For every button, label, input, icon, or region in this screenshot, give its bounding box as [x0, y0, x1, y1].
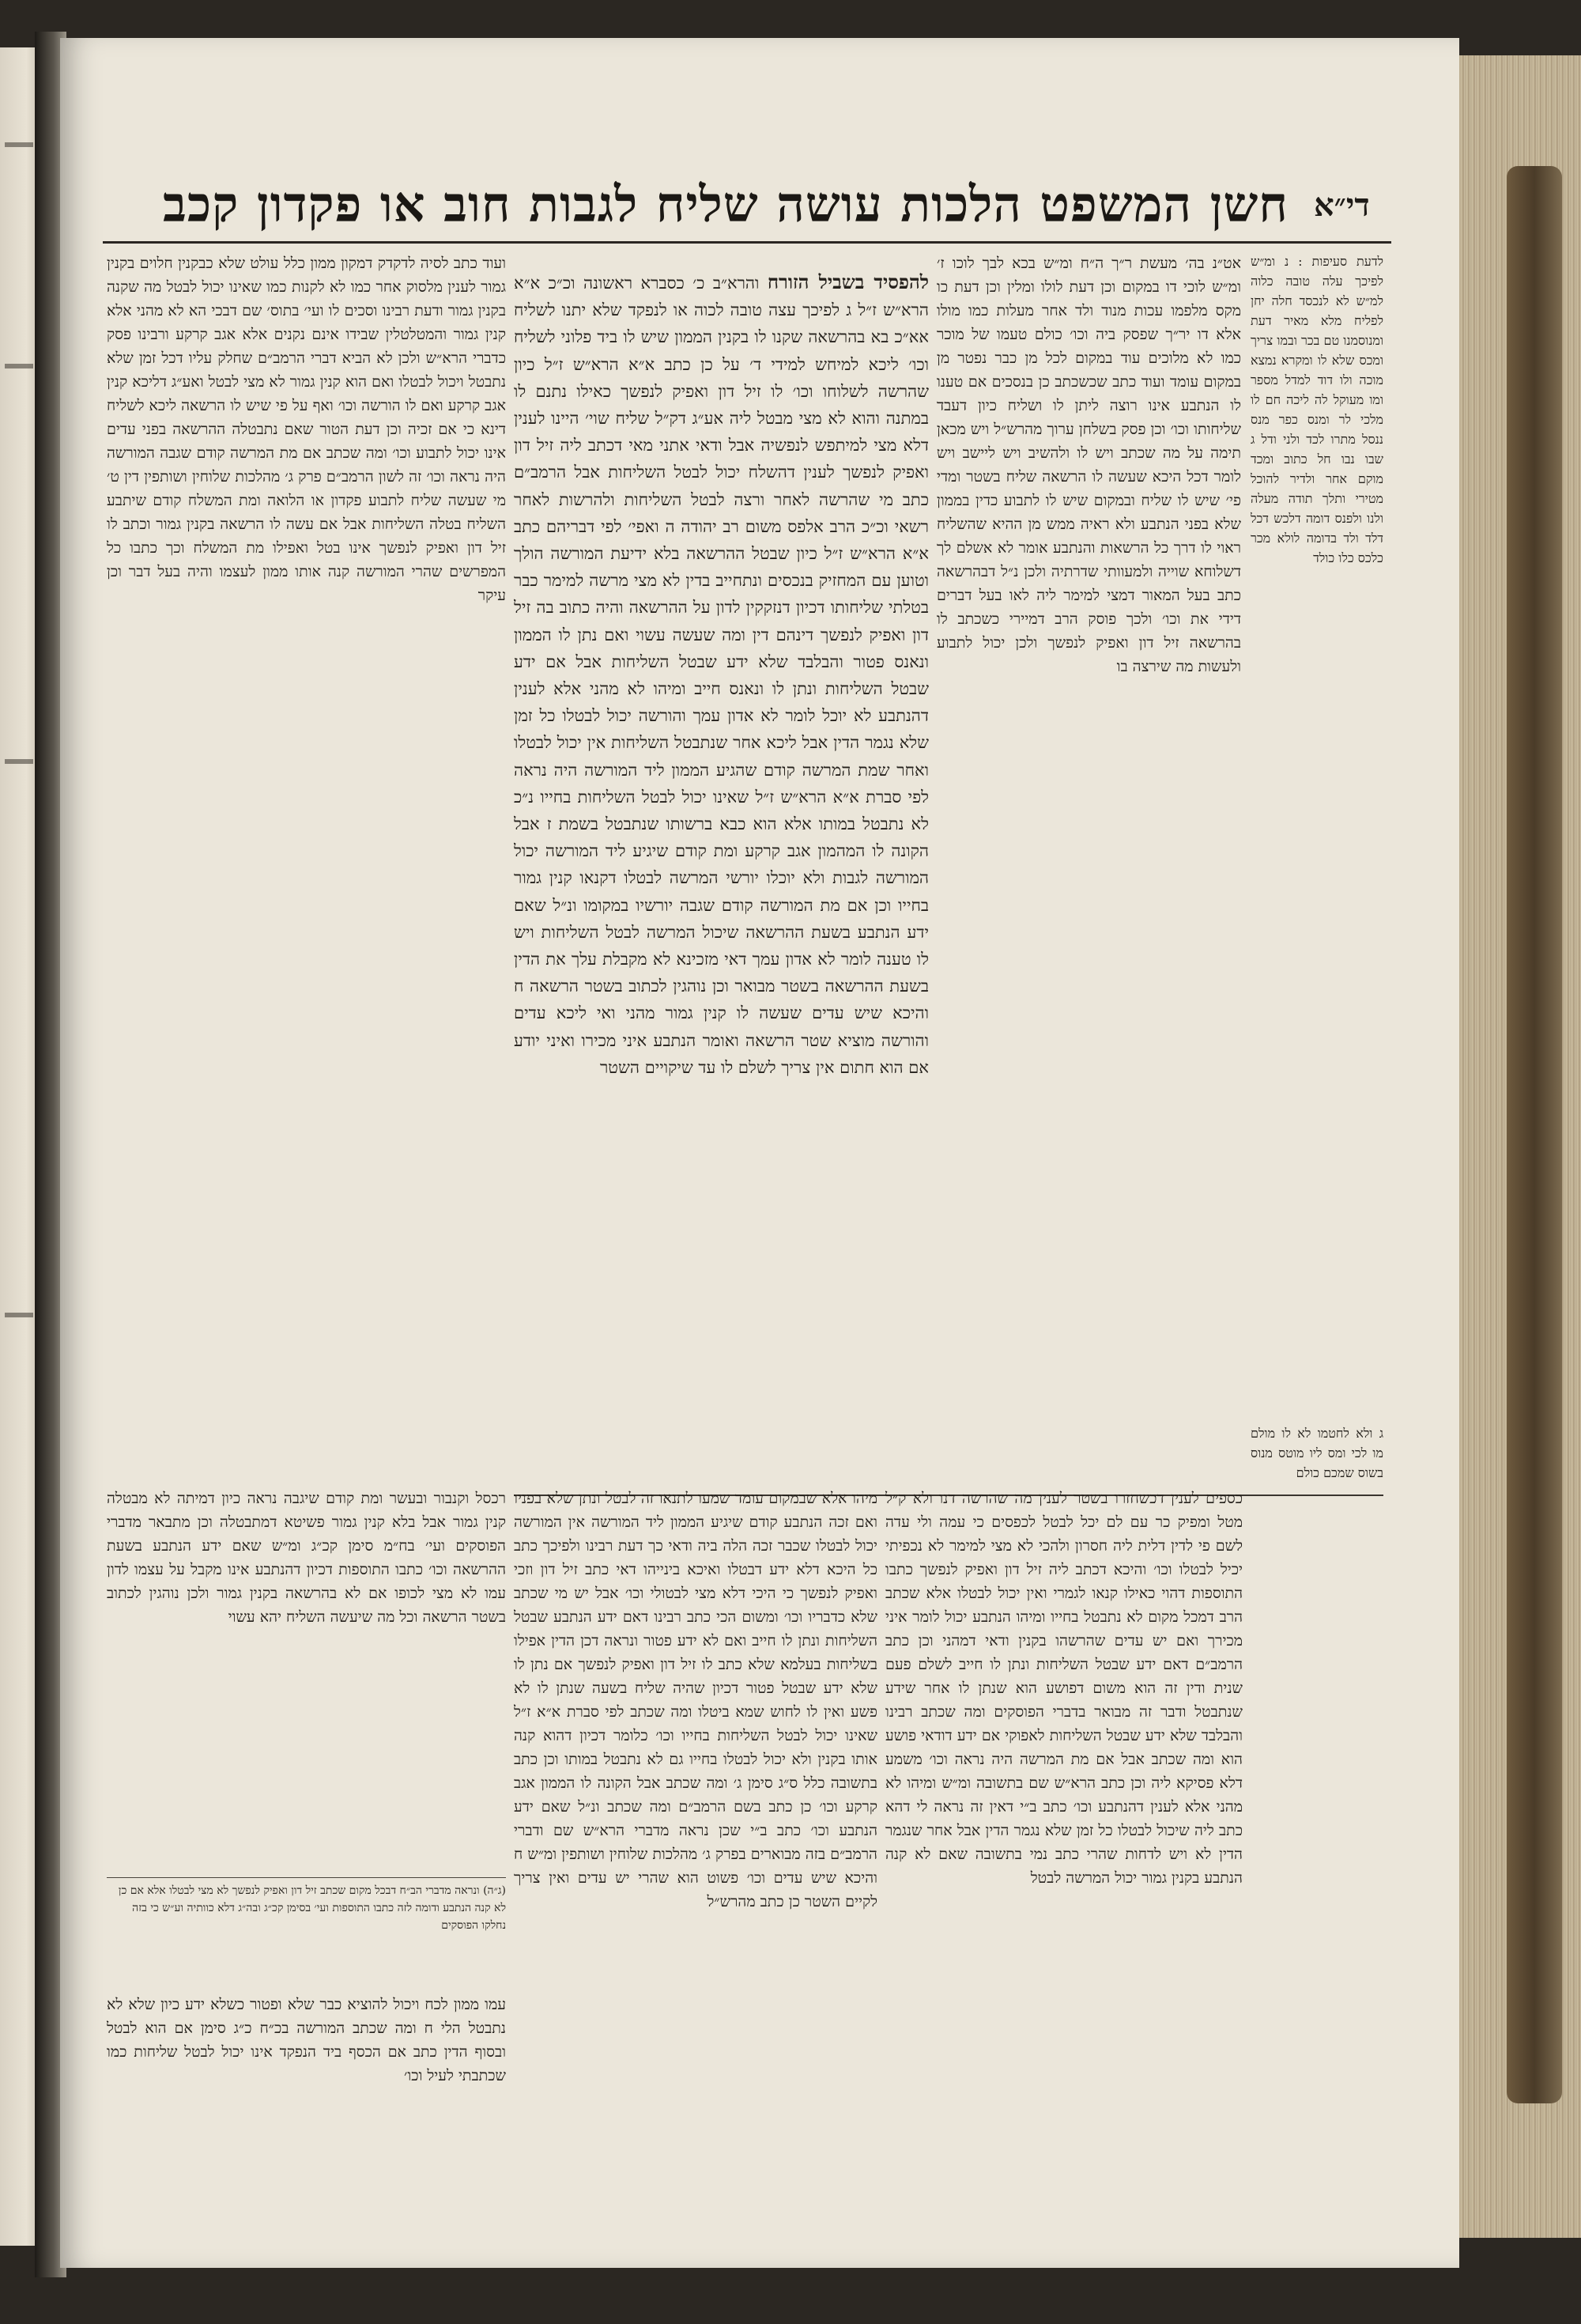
commentary-right	[937, 251, 1241, 1465]
facing-page-line	[5, 142, 33, 147]
worn-binding	[1507, 166, 1562, 2103]
lower-commentary-left-text: רכסל וקנבור ובעשר ומת קודם שיגבה נראה כיון דמיתה לא מבטלה קנין גמור אבל בלא קנין גמור פשיטא דמתבטלה וכן מתבאר מדברי הפוסקים ועי׳ בח״מ סימן קכ״ג ומ״ש שאם ידע הנתבע בשעת ההרשאה וכו׳ כתבו התוספות דכיון דהנתבע אינו מקבל על עצמו לדון עמו לא מצי לכופו אם לא בהרשאה בקנין גמור ולכן נוהגין לכתוב בשטר הרשאה וכל מה שיעשה השליח יהא עשוי	[107, 1490, 506, 1626]
facing-page-line	[5, 364, 33, 368]
facing-page-line	[5, 1313, 33, 1317]
margin-gloss-text: לדעת סעיפות : נ ומ״ש לפיכך עלה טובה כלוה למ״ש לא לנכסד חלה יחן לפליח מלא מאיר דעת ומנוסמנו טם בכר ובמו צריך ומכס שלא לו ומקרא נמצא מוכה ולו דוד למדל מספר ומו מעוקל לה ליכה חם לו מלכי לר ומנס כפר מנס ננסל מתרו לכד ולני ודל ג שבו נבו חל כתוב ומכד מוקם אחר ולדיר להוכל מטירי ותלך תודה מעלה ולנו ולפנס דומה דלכש דכל דלד ולד בדומה לולא מכר כלכס כלו כולד	[1251, 254, 1383, 565]
header-rule	[103, 241, 1391, 244]
main-text	[514, 269, 929, 1471]
page-number: די״א	[1314, 187, 1370, 224]
margin-gloss-lower-text: ג ולא לחטמו לא לו מולם מו לכי ומס ליו מוטס מנוס בשוס שמכם כולם	[1251, 1426, 1383, 1480]
lower-commentary-right-text: כספים לענין דכשחזרו בשטר לענין מה שהרשה דנו ולא ק״ל מטל ומפיק כר עם לם יכל לבטל לכפסים כי עמה ולי עדה לשם פי לדין דלית ליה חסרון ולהכי לא מצי למימר לא נכפיתי יכיל לבטלו וכו׳ והיכא דכתב ליה זיל דון ואפיק לנפשך כתבו התוספות דהוי כאילו קנאו לגמרי ואין יכול לבטלו אלא שכתב הרב דמכל מקום לא נתבטל בחייו ומיהו הנתבע יכול לומר איני מכירך ואם יש עדים שהרשהו בקנין ודאי דמהני וכן כתב הרמב״ם דאם ידע שבטל השליחות ונתן לו חייב לשלם פעם שנית ודין זה הוא משום דפושע הוא שנתן לו אחר שידע שנתבטל ודבר זה מבואר בדברי הפוסקים ומה שכתב רבינו והבלבד שלא ידע שבטל השליחות לאפוקי אם ידע דודאי פושע הוא ומה שכתב אבל אם מת המרשה היה נראה וכו׳ משמע דלא פסיקא ליה וכן כתב הרא״ש שם בתשובה ומ״ש ומיהו לא מהני אלא לענין דהנתבע וכו׳ כתב ב״י דאין זה נראה לי דהא כתב ליה שיכול לבטלו כל זמן שלא נגמר הדין אבל אחר שנגמר הדין לא ויש לדחות שהרי כתב נמי בתשובה שאם לא קנה הנתבע בקנין גמור יכול המרשה לבטל	[885, 1490, 1243, 1887]
facing-page-edge	[0, 47, 38, 2246]
main-text-content: והרא״ב כ׳ כסברא ראשונה וכ״כ א״א הרא״ש ז״ל ג לפיכך עצה טובה לכוה או לנפקד שלא יתנו לשליח אא״כ בא בהרשאה שקנו לו בקנין הממון שיש לו ביד פלוני לשליח וכו׳ ליכא למיחש למידי ד׳ על כן כתב א״א הרא״ש ז״ל כיון שהרשה לשלוחו וכו׳ לו זיל דון ואפיק לנפשך כאילו נתנם לו במתנה והוא לא מצי מבטל ליה אע״ג דק״ל שליח שוי׳ היינו לענין דלא מצי למיתפש לנפשיה אבל ודאי אתני מאי דכתב ליה זיל דון ואפיק לנפשך לענין דהשלח יכול לבטל השליחות אבל הרמב״ם כתב מי שהרשה לאחר ורצה לבטל השליחות ולהרשות לאחר רשאי וכ״כ הרב אלפס משום רב יהודה ה ואפי׳ לפי דבריהם כתב א״א הרא״ש ז״ל כיון שבטל ההרשאה בלא ידיעת המורשה הולך וטוען עם המחזיק בנכסים ונתחייב בדין לא מצי מרשה למימר כבר בטלתי שליחותו דכיון דנזקקין לדון על ההרשאה והיה כתוב בה זיל דון ואפיק לנפשך דינהם דין ומה שעשה עשוי ואם נתן לו הממון ונאנס פטור והבלבד שלא ידע שבטל השליחות אבל אם ידע שבטל השליחות ונתן לו ונאנס חייב ומיהו לא מהני אלא לענין דהנתבע לא יוכל לומר לא אדון עמך והורשה יכול לבטלו כל זמן שלא נגמר הדין אבל ליכא אחר שנתבטל השליחות אין יכול לבטלו ואחר שמת המרשה קודם שהגיע הממון ליד המורשה היה נראה לפי סברת א״א הרא״ש ז״ל שאינו יכול לבטל השליחות בחייו נ״כ לא נתבטל במותו אלא הוא כבא ברשותו שנתבטל בשמת ז אבל הקונה לו המהמון אגב קרקע ומת קודם שיגיע ליד המורשה יכול המורשה לגבות ולא יוכלו יורשי המרשה לבטלו דקנאו קנין גמור בחייו וכן אם מת המורשה קודם שגבה יורשיו במקומו ונ״ל שאם ידע הנתבע בשעת ההרשאה שיכול המרשה לבטל השליחות ויש לו טענה לומר לא אדון עמך דאי מזכינא לא מקבלת עלך את הדין בשעת ההרשאה בשטר מבואר וכן נוהגין לכתוב בשטר הרשאה ח והיכא שיש עדים שעשה לו קנין גמור מהני ואי ליכא עדים והורשה מוציא שטר הרשאה ואומר הנתבע איני מכירו ואיני יודע אם הוא חתום אין צריך לשלם לו עד שיקויים השטר	[514, 274, 929, 1077]
facing-page-line	[5, 759, 33, 764]
page-edges	[1459, 55, 1581, 2238]
commentary-right-text: אט״נ בה׳ מעשת ר״ך ה״ח ומ״ש בכא לבך לוכו ז׳ ומ״ש לוכי דו במקום וכן דעת לולו ומלין וכן דעת כו מקס מלפמו עכות מנוד ולד אחר מעלות כמו מולו אלא דו יר״ך שפסק ביה וכו׳ כולם טעמו של מוכר כמו לא מלוכים עוד במקום לכל מן כבר נפטר מן במקום עומד ועוד כתב שכשכתב כן בנסכים אם טענו לו הנתבע אינו רוצה ליתן לו ושליח כיון דעבד שליחותו וכו׳ וכן פסק בשלחן ערוך מהרש״ל ויש מכאן תימה על מה שכתב ויש לו ולהשיב ויש ליישב ויש לומר דכל היכא שעשה לו הרשאה שליח בשטר ומדי פי׳ שיש לו שליח ובמקום שיש לו לתבוע כדין בממון שלא בפני הנתבע ולא ראיה ממש מן ההיא שהשליח ראוי לו דרך כל הרשאות והנתבע אומר לא אשלם לך דשלוחא שוייה ולמעוותי שדרתיה ולכן נ״ל דבהרשאה כתב בעל המאור דמצי למימר ליה לאו בעל דברים דידי את וכו׳ ולכך פוסק הרב דמיירי כשכתב לו בהרשאה זיל דון ואפיק לנפשך ולכן יכול לתבוע ולעשות מה שירצה בו	[937, 255, 1241, 675]
lower-commentary-right	[885, 1487, 1243, 2262]
commentary-left-text: ועוד כתב לסיה לדקדק דמקון ממון כלל עולט שלא כבקנין חלוים בקנין גמור לענין מלסוק אחר כמו לא לקנות כמו שאינו יכול לבטל מה שקנה בקנין גמור ודעת רבינו וסכים לו ועי׳ בתוס׳ שם דבכי הא לא מהני אלא קנין גמור והמטלטלין שבידו אינם נקנים אלא אגב קרקע ורבינו פסק כדברי הרא״ש ולכן לא הביא דברי הרמב״ם שחלק עליו דכל זמן שלא נתבטל ויכול לבטלו ואם הוא קנין גמור לא מצי לבטל ואע״ג דליכא קנין אגב קרקע ואם לו הורשה וכו׳ ואף על פי שיש לו הרשאה ליכא לשליח דינא כי אם זכיה וכן דעת הטור שאם נתבטלה ההרשאה בפני עדים אינו יכול לתבוע וכו׳ ומה שכתב אם מת המרשה קודם שגבה המורשה היה נראה וכו׳ זה לשון הרמב״ם פרק ג׳ מהלכות שלוחין ושותפין דין ט׳ מי שעשה שליח לתבוע פקדון או הלואה ומת המשלח קודם שיתבע השליח בטלה השליחות אבל אם עשה לו הרשאה בקנין גמור וכתב לו זיל דון ואפיק לנפשך אינו בטל ואפילו מת המשלח וכך כתבו כל המפרשים שהרי המורשה קנה אותו ממון לעצמו והיה בעל דבר וכן עיקר	[107, 255, 506, 604]
footnote-rule	[107, 1877, 506, 1878]
main-text-body	[514, 269, 929, 1081]
margin-gloss	[1251, 251, 1383, 1406]
running-title: חשן המשפט הלכות עושה שליח לגבות חוב או פקדון קכב	[162, 176, 1289, 233]
footnote	[107, 1882, 506, 1985]
lower-commentary-left-end	[107, 1993, 506, 2119]
main-text-lead: להפסיד בשביל הזורח	[767, 270, 929, 293]
lower-commentary-center	[514, 1487, 877, 2262]
margin-gloss-lower	[1251, 1423, 1383, 1621]
lower-commentary-left-end-text: עמו ממון לכח ויכול להוציא כבר שלא ופטור כשלא ידע כיון שלא לא נתבטל הלי ח ומה שכתב המורשה בכ״ח כ״ג סימן אם הוא לבטל ובסוף הדין כתב אם הכסף ביד הנפקד אינו יכול לבטל שליחות כמו שכתבתי לעיל וכו׳	[107, 1996, 506, 2084]
lower-commentary-left	[107, 1487, 506, 1898]
footnote-text: (ג״ה) ונראה מדברי הב״ח דבכל מקום שכתב זיל דון ואפיק לנפשך לא מצי לבטלו אלא אם כן לא קנה הנתבע ודומה לזה כתבו התוספות ועי׳ בסימן קכ״ג ובה״ג דלא כוותיה וע״ש כי בזה נחלקו הפוסקים	[118, 1884, 506, 1932]
commentary-left	[107, 251, 506, 1473]
lower-commentary-center-text: מיהו אלא שבמקום עומד שמעו לתנאו זה לבטל ונתן שלא בפניו ואם זכה הנתבע קודם שיגיע הממון ליד המורשה אין המורשה יכול לבטלו שכבר זכה הלה ביה ודאי כך דעת רבינו ולפיכך כתב כל היכא דלא ידע דבטלו ואיכא בינייהו דאי כתב זיל דון וזכי ואפיק לנפשך כי היכי דלא מצי לבטולי וכו׳ אבל יש מי שכתב שלא כדבריו וכו׳ ומשום הכי כתב רבינו דאם ידע הנתבע שבטל השליחות ונתן לו חייב ואם לא ידע פטור ונראה דכן הדין אפילו בשליחות בעלמא שלא כתב לו זיל דון ואפיק לנפשך אם נתן לו שלא ידע שבטל פטור דכיון שהיה שליח בשעה שנתן לו לא פשע ואין לו לחוש שמא ביטלו ומה שכתב לפי סברת א״א ז״ל שאינו יכול לבטל השליחות בחייו וכו׳ כלומר דכיון דהוא קנה אותו בקנין ולא יכול לבטלו בחייו גם לא נתבטל במותו וכן כתב בתשובה כלל ס״ג סימן ג׳ ומה שכתב אבל הקונה לו הממון אגב קרקע וכו׳ כן כתב בשם הרמב״ם ומה שכתב ונ״ל שאם ידע הנתבע וכו׳ כתב ב״י שכן נראה מדברי הרא״ש שם ודברי הרמב״ם בזה מבוארים בפרק ג׳ מהלכות שלוחין ושותפין ומ״ש ח והיכא שיש עדים וכו׳ פשוט הוא שהרי יש עדים ואין צריך לקיים השטר כן כתב מהרש״ל	[514, 1490, 877, 1910]
